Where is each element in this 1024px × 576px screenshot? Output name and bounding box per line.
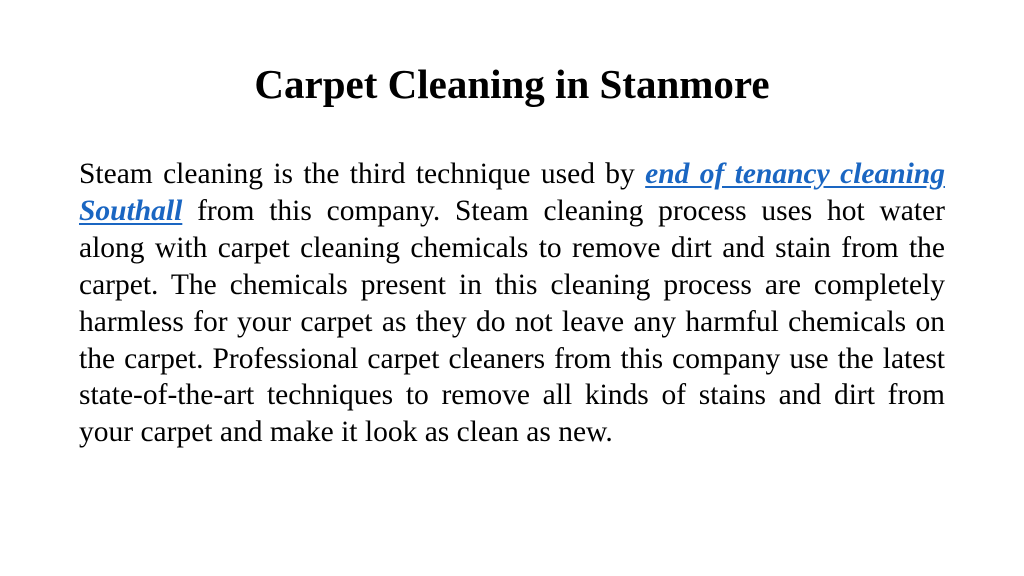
end-of-tenancy-link[interactable]: end of tenancy cleaning Southall — [79, 158, 945, 227]
body-paragraph — [79, 156, 945, 451]
slide-title: Carpet Cleaning in Stanmore — [254, 61, 770, 107]
paragraph-text-after-link: from this company. Steam cleaning process uses hot water along with carpet cleaning chemicals to remove dirt and stain from the carpet. The chemicals present in this cleaning process are completely harmless for your carpet as they do not leave any harmful chemicals on the carpet. Professional carpet cleaners from this company use the latest state-of-the-art techniques to remove all kinds of stains and dirt from your carpet and make it look as clean as new. — [79, 194, 945, 449]
paragraph-text-before-link: Steam cleaning is the third technique used by — [79, 158, 646, 190]
